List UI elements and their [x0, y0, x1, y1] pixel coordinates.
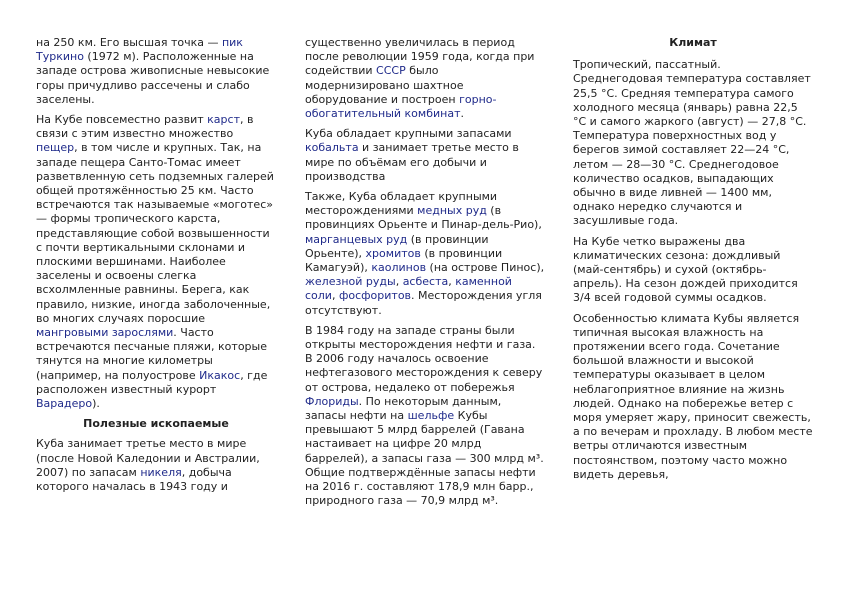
text-run: (в провинциях Орьенте и Пинар-дель-Рио),	[305, 204, 542, 232]
paragraph	[305, 324, 545, 509]
paragraph	[305, 127, 545, 184]
wiki-link[interactable]: шельфе	[407, 409, 455, 423]
text-run: Кубы превышают 5 млрд баррелей (Гавана настаивает на цифре 20 млрд баррелей), а запасы газа — 300 млрд м³. Общие подтверждённые запасы нефти на 2016 г. составляют 178,9 млн барр., природного газа — 70,9 млрд м³.	[305, 409, 544, 508]
paragraph	[573, 235, 813, 306]
text-run: было модернизировано шахтное оборудование и построен	[305, 64, 464, 106]
paragraph	[36, 36, 276, 107]
wiki-link[interactable]: железной руды	[305, 275, 396, 289]
wiki-link[interactable]: никеля	[140, 465, 182, 479]
wiki-link[interactable]: Варадеро	[36, 397, 93, 411]
text-run: . Часто встречаются песчаные пляжи, которые тянутся на многие километры (например, на полуострове	[36, 326, 267, 382]
text-run: , в связи с этим известно множество	[36, 113, 254, 141]
text-run: На Кубе четко выражены два климатических сезона: дождливый (май-сентябрь) и сухой (октябрь-апрель). На сезон дождей приходится 3/4 всей годовой суммы осадков.	[573, 234, 798, 305]
text-run: ).	[92, 397, 100, 411]
text-run: Климат	[669, 36, 717, 49]
text-run: ,	[331, 289, 339, 303]
text-run: Куба обладает крупными запасами	[305, 127, 512, 141]
wiki-link[interactable]: хромитов	[365, 246, 421, 260]
wiki-link[interactable]: Икакос	[199, 368, 241, 382]
wiki-link[interactable]: асбеста	[402, 275, 449, 289]
text-run: . По некоторым данным, запасы нефти на	[305, 394, 502, 423]
wiki-link[interactable]: СССР	[376, 64, 406, 78]
text-run: На Кубе повсеместно развит	[36, 113, 208, 127]
text-run: на 250 км. Его высшая точка —	[36, 36, 222, 49]
wiki-link[interactable]: карст	[207, 113, 240, 127]
text-run: .	[460, 107, 464, 121]
wiki-link[interactable]: фосфоритов	[338, 289, 412, 303]
text-run: Тропический, пассатный. Среднегодовая температура составляет 25,5 °С. Средняя температура самого холодного месяца (январь) равна 22,5 °С и самого жаркого (август) — 27,8 °С. Температура поверхностных вод у берегов зимой составляет 22—24 °С, летом — 28—30 °С. Среднегодовое количество осадков, выпадающих обычно в виде ливней — 1400 мм, однако нередко случаются и засушливые года.	[573, 58, 811, 228]
paragraph	[36, 113, 276, 411]
text-run: , где расположен известный курорт	[36, 368, 268, 396]
text-run: (в провинции Орьенте),	[305, 232, 489, 260]
text-run: (в провинции Камагуэй),	[305, 246, 503, 275]
text-run: (на острове Пинос),	[426, 261, 545, 275]
text-column-2	[305, 36, 545, 515]
text-run: ,	[395, 275, 403, 289]
paragraph	[573, 58, 813, 228]
text-column-1	[36, 36, 276, 500]
wiki-link[interactable]: горно-обогатительный комбинат	[305, 92, 497, 121]
section-heading	[573, 36, 813, 50]
text-run: Полезные ископаемые	[83, 417, 229, 431]
wiki-link[interactable]: мангровыми зарослями	[36, 326, 174, 340]
text-run: . Месторождения угля отсутствуют.	[305, 289, 542, 317]
wiki-link[interactable]: пещер	[36, 141, 75, 155]
text-run: и занимает третье место в мире по объёмам его добычи и производства	[305, 141, 519, 183]
text-run: Особенностью климата Кубы является типичная высокая влажность на протяжении всего года. Сочетание большой влажности и высокой температуры оказывает в целом неблагоприятное влияние на жизнь людей. Однако на побережье ветер с моря умеряет жару, приносит свежесть, а по вечерам и прохладу. В любом месте ветры отличаются известным постоянством, поэтому часто можно видеть деревья,	[573, 311, 813, 481]
wiki-link[interactable]: медных руд	[417, 204, 487, 218]
wiki-link[interactable]: Флориды	[305, 394, 359, 408]
text-run: Куба занимает третье место в мире (после Новой Каледонии и Австралии, 2007) по запасам	[36, 437, 260, 479]
text-run: , добыча которого началась в 1943 году и	[36, 465, 232, 494]
paragraph	[36, 437, 276, 494]
text-run: Также, Куба обладает крупными месторождениями	[305, 190, 498, 218]
wiki-link[interactable]: пик Туркино	[36, 36, 243, 64]
text-run: существенно увеличилась в период после революции 1959 года, когда при содействии	[305, 36, 535, 78]
wiki-link[interactable]: марганцевых руд	[305, 232, 408, 246]
text-run: , в том числе и крупных. Так, на западе пещера Санто-Томас имеет разветвленную сеть подземных галерей общей протяжённостью 25 км. Часто встречаются так называемые «моготес» — формы тропического карста, представляющие собой возвышенности с почти вертикальными склонами и плоскими вершинами. Наиболее заселены и освоены слегка всхолмленные равнины. Берега, как правило, низкие, иногда заболоченные, во многих случаях поросшие	[36, 141, 274, 325]
section-heading	[36, 417, 276, 431]
paragraph	[305, 36, 545, 121]
paragraph	[305, 190, 545, 318]
wiki-link[interactable]: каолинов	[371, 261, 427, 275]
text-run: В 1984 году на западе страны были открыты месторождения нефти и газа. В 2006 году началось освоение нефтегазового месторождения к северу от острова, недалеко от побережья	[305, 323, 543, 394]
text-column-3	[573, 36, 813, 488]
text-run: ,	[448, 275, 456, 289]
wiki-link[interactable]: кобальта	[305, 141, 359, 155]
paragraph	[573, 312, 813, 482]
text-run: (1972 м). Расположенные на западе острова живописные невысокие горы причудливо рассечены и слабо заселены.	[36, 50, 270, 106]
wiki-link[interactable]: каменной соли	[305, 275, 512, 303]
